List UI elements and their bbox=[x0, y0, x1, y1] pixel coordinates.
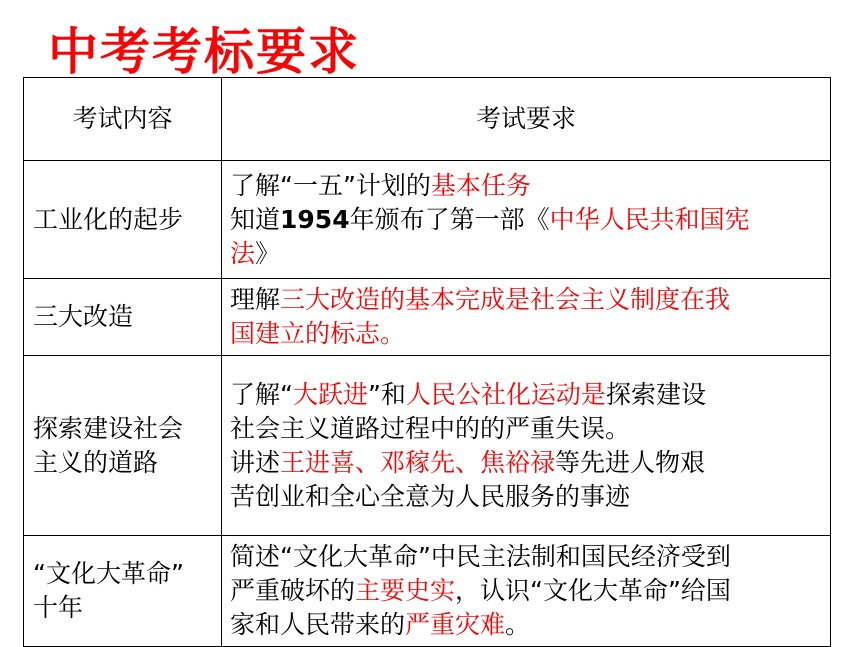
requirement-text: 简述“文化大革命”中民主法制和国民经济受到 bbox=[230, 542, 731, 571]
content-line: “文化大革命” bbox=[33, 559, 184, 588]
page-title: 中考考标要求 bbox=[48, 23, 360, 81]
requirement-text: 》 bbox=[255, 238, 281, 268]
requirement-line bbox=[230, 378, 822, 412]
highlight-text: 大跃进 bbox=[292, 379, 368, 409]
requirement-text: 知道 bbox=[230, 204, 281, 234]
highlight-text: 王进喜、邓稼先、焦裕禄 bbox=[280, 447, 556, 477]
table-row bbox=[24, 279, 831, 356]
requirement-text: 理解 bbox=[230, 285, 281, 314]
highlight-text: 主要史实 bbox=[355, 576, 456, 605]
requirements-table bbox=[23, 77, 831, 647]
requirement-text: 年颁布了第一部《 bbox=[349, 204, 550, 234]
requirement-text: 讲述 bbox=[230, 447, 281, 477]
table-row bbox=[24, 356, 831, 536]
requirement-line bbox=[230, 412, 822, 446]
requirement-text: 等先进人物艰 bbox=[555, 447, 706, 477]
row-requirements bbox=[222, 161, 831, 279]
content-line: 十年 bbox=[33, 593, 84, 622]
row-requirements bbox=[222, 536, 831, 647]
highlight-text: 严重灾难 bbox=[405, 610, 506, 639]
table-row bbox=[24, 536, 831, 647]
requirement-line bbox=[230, 203, 822, 237]
table-header-row bbox=[24, 78, 831, 161]
requirement-line bbox=[230, 283, 822, 317]
requirement-text: 苦创业和全心全意为人民服务的事迹 bbox=[230, 481, 631, 511]
row-content bbox=[24, 536, 222, 647]
header-requirements: 考试要求 bbox=[222, 78, 831, 161]
requirement-text: ”和 bbox=[367, 379, 406, 409]
requirement-line bbox=[230, 540, 822, 574]
content-line: 主义的道路 bbox=[33, 447, 159, 477]
highlight-text: 人民公社化运动是 bbox=[405, 379, 606, 409]
highlight-text: 基本任务 bbox=[430, 170, 531, 200]
requirement-text: 社会主义道路过程中的的严重失误。 bbox=[230, 413, 631, 443]
requirement-text: 1954 bbox=[280, 204, 350, 234]
requirement-text: 家和人民带来的 bbox=[230, 610, 406, 639]
row-requirements bbox=[222, 356, 831, 536]
requirement-line bbox=[230, 446, 822, 480]
requirement-line bbox=[230, 317, 822, 351]
requirement-line bbox=[230, 480, 822, 514]
row-requirements bbox=[222, 279, 831, 356]
header-content: 考试内容 bbox=[24, 78, 222, 161]
requirement-text: 探索建设 bbox=[605, 379, 706, 409]
row-content bbox=[24, 356, 222, 536]
requirement-line bbox=[230, 574, 822, 608]
highlight-text: 中华人民共和国宪 bbox=[549, 204, 750, 234]
requirement-text: 严重破坏的 bbox=[230, 576, 356, 605]
highlight-text: 三大改造的基本完成是社会主义制度在我 bbox=[280, 285, 731, 314]
table-row bbox=[24, 161, 831, 279]
requirement-line bbox=[230, 237, 822, 271]
requirement-text: 了解“ bbox=[230, 379, 293, 409]
highlight-text: 法 bbox=[230, 238, 256, 268]
requirement-line bbox=[230, 608, 822, 642]
highlight-text: 国建立的标志。 bbox=[230, 319, 406, 348]
requirement-line bbox=[230, 169, 822, 203]
row-content: 工业化的起步 bbox=[24, 161, 222, 279]
requirement-text: ，认识“文化大革命”给国 bbox=[455, 576, 731, 605]
row-content: 三大改造 bbox=[24, 279, 222, 356]
requirement-text: 了解“一五”计划的 bbox=[230, 170, 431, 200]
content-line: 探索建设社会 bbox=[33, 413, 184, 443]
requirement-text: 。 bbox=[505, 610, 531, 639]
